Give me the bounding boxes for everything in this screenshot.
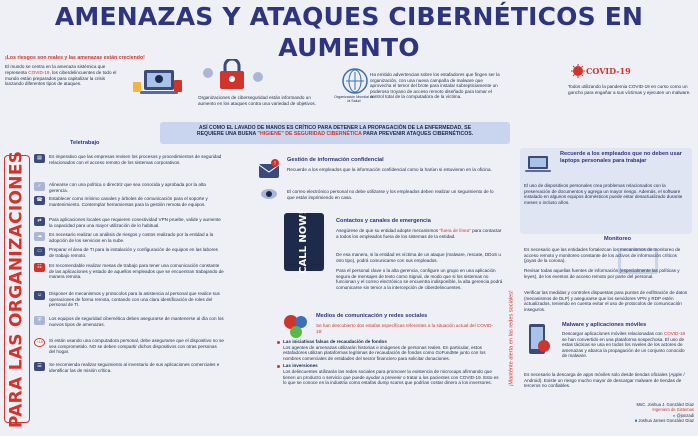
document-icon: ▤ xyxy=(34,154,45,163)
monitoring-p1: Es necesario que las entidades fortalezcan los mecanismos de monitoreo de acceso remoto y monitoreo constante de los activos de información críticos (joyas de la corona). xyxy=(524,247,681,264)
credits-name: MsC. Joshua J. González Díaz xyxy=(636,402,694,407)
intro-paragraph-4: Todos utilizando la pandemia COVID-19 en curso como un gancho para engañar a sus víctimas y ejecuten un malware. xyxy=(568,84,691,95)
inventory-icon: ☰ xyxy=(34,362,45,371)
banner-line-1: ASÍ COMO EL LAVADO DE MANOS ES CRÍTICO PARA DETENER LA PROPAGACIÓN DE LA ENFERMEDAD, SE xyxy=(198,125,472,131)
hygiene-banner xyxy=(160,122,510,144)
intro-headline: ¡Los riesgos son reales y las amenazas están creciendo! xyxy=(5,55,145,61)
side-alert-label: ¡Manténte alerta en las redes sociales! xyxy=(508,289,515,387)
telework-item-9: ⛨ Los equipos de seguridad cibernética deben asegurarse de mantenerse al día con los nuevos tipos de amenazas. xyxy=(34,316,234,327)
covid-badge: COVID-19 xyxy=(586,66,631,76)
credits xyxy=(584,402,694,424)
assistance-icon: ☺ xyxy=(34,291,45,300)
telework-item-10: +18 Si están usando una computadora personal, debe asegurarse que el dispositivo no se vea comprometido. NO se deben compartir dichos dispositivos con otras personas del hogar. xyxy=(34,338,234,355)
info-mgmt-p2: El correo electrónico personal no debe utilizarse y los empleados deben realizar un seguimiento de lo que están imprimiendo en casa. xyxy=(287,189,494,200)
social-header: Medios de comunicación y redes sociales xyxy=(316,313,428,319)
monitoring-p2: Revisar todas aquellas fuentes de información (especialmente las políticas y leyes), de los eventos de acceso remoto por parte del personal. xyxy=(524,268,680,279)
credits-linkedin: ■ Joshua James González Díaz xyxy=(634,418,694,424)
telework-item-2: ✓ Alinearse con una política o directriz que sea conocida y aprobada por la alta gerencia. xyxy=(34,182,234,193)
contacts-p2: De esa manera, si la entidad es víctima de un ataque (malware, rescate, DDoS u otro tipo), podrá comunicarse con sus empleados. xyxy=(336,252,501,263)
twitter-icon: ● xyxy=(672,412,676,418)
laptop-icon xyxy=(524,152,552,176)
info-mgmt-p1: Recuerde a los empleados que la información confidencial como la harían si estuvieran en la oficina. xyxy=(287,167,492,172)
intro-paragraph-1: El mundo se centra en la amenaza sistémica que representa COVID-19, los ciberdelincuentes de todo el mundo están preparados para capitalizar la crisis lanzando diferentes tipos de ataques. xyxy=(5,64,117,87)
hacker-illustration-icon xyxy=(130,66,186,108)
shield-icon: ⛨ xyxy=(34,316,45,325)
credits-twitter: ● @jonzadi xyxy=(672,412,694,418)
social-media-icons xyxy=(282,312,310,340)
telework-item-6: ▭ Preparar el área de TI para la instalación y configuración de equipos en las labores de trabajo remoto. xyxy=(34,247,234,258)
telework-item-11: ☰ Se recomienda realizar seguimiento al inventario de sus aplicaciones comerciales e identificar las de misión crítica. xyxy=(34,362,234,373)
organizations-vertical-label: PARA LAS ORGANIZACIONES xyxy=(4,155,30,423)
telework-item-3: ☎ Establecer como mínimo canales y árboles de comunicación para el soporte y mantenimiento. Contemplar herramientas para la gestión remota de equipos. xyxy=(34,196,234,207)
info-mgmt-header: Gestión de información confidencial xyxy=(287,157,384,163)
age-restriction-icon: +18 xyxy=(34,338,45,347)
telework-header: Teletrabajo xyxy=(70,140,100,146)
call-now-label: CALL NOW! xyxy=(298,210,309,274)
email-warning-icon xyxy=(258,158,280,182)
eye-icon xyxy=(260,185,278,203)
computer-icon: ▭ xyxy=(34,247,45,256)
scam-item-investments: Las inversiones Los delincuentes utilizarán las redes sociales para promover la existencia de microcaps afirmando que tienen un producto o servicio que puede ayudar a prevenir o tratar a los pacientes con COVID-19. Esto es lo que se conoce en la industria como estafas dump scams que podrían costar dinero a los inversores. xyxy=(277,363,499,385)
who-caption: Organización Mundial de la Salud xyxy=(334,95,374,104)
vpn-icon: ⇄ xyxy=(34,217,45,226)
cloud-icon: ☁ xyxy=(34,232,45,241)
intro-paragraph-3: Ha emitido advertencias sobre los estafadores que fingen ser la organización, con una nueva campaña de malware que aprovecha el temor del brote para instalar subrepticiamente un poderoso troyano de acceso remoto diseñado para tomar el control total de la computadora de la víctima. xyxy=(370,72,500,100)
call-now-badge xyxy=(284,210,324,274)
social-subtitle: Se han descubierto dos estafas específicas referentes a la situación actual del COVID-19: xyxy=(316,323,493,334)
meeting-icon: ☷ xyxy=(34,263,45,272)
policy-icon: ✓ xyxy=(34,182,45,191)
malware-p2: Es necesario la descarga de apps móviles solo desde tiendas oficiales (Apple / Android). Existe un riesgo mucho mayor de descargar malware de tiendas de terceros no confiables. xyxy=(524,372,685,389)
telework-item-5: ☁ Es necesario realizar un análisis de riesgos y costos realizado por la entidad a la adopción de los servicios en la nube. xyxy=(34,232,234,243)
scam-item-fundraising: Las iniciativas falsas de recaudación de fondos Los agentes de amenazas utilizarán historias e imágenes de personas reales. En particular, estos estafadores utilizan plataformas legítimas de recaudación de fondos como GoFundMe junto con los nombres comerciales de entidades del sector financiero para solicitar donaciones. xyxy=(277,339,499,361)
contacts-header: Contactos y canales de emergencia xyxy=(336,218,431,224)
malware-header: Malware y aplicaciones móviles xyxy=(562,322,647,328)
lock-illustration-icon xyxy=(198,59,268,93)
contacts-p1: Asegúrese de que su entidad adopte mecanismos "fuera de línea" para contactar a todos los empleados fuera de los sistemas de la entidad. xyxy=(336,228,502,239)
contacts-p3: Para el personal clave o la alta gerencia, configure un grupo en una aplicación segura de mensajes de texto como Signal, de modo que si los sistemas no funcionan y el correo electrónico se encuentra indisponible, la alta gerencia podrá comunicarse sin temor a la intercepción de ciberdelincuentes. xyxy=(336,268,503,290)
monitoring-header: Monitoreo xyxy=(604,236,632,242)
who-logo-icon xyxy=(342,68,368,94)
covid-virus-icon xyxy=(571,64,585,80)
monitoring-p3: Verificar las medidas y controles dispuestas para puntos de exfiltración de datos (mecanismos de DLP) y asegurarse que los servidores VPN y RDP estén actualizados, teniendo en cuenta evitar el uso de protocolos de comunicación inseguros. xyxy=(524,290,688,312)
linkedin-icon: ■ xyxy=(634,418,638,424)
malware-p1: Descargar aplicaciones móviles relacionadas con COVID-19 se han convertido en una plataforma sospechosa. El uso de estas tácticas se usa en todos los niveles de los actores de amenazas y abarca la propagación de un conjunto conocido de malware. xyxy=(562,331,686,359)
svg-text:!: ! xyxy=(273,161,277,167)
telework-item-8: ☺ Disponer de mecanismos y protocolos para la asistencia al personal que realice sus operaciones de forma remota, contando con una clara identificación de roles del personal de TI. xyxy=(34,291,234,308)
page-title: AMENAZAS Y ATAQUES CIBERNÉTICOS EN AUMENTO xyxy=(54,2,644,62)
intro-paragraph-2: Organizaciones de ciberseguridad están informando un aumento en los ataques contra una variedad de objetivos. xyxy=(198,95,316,106)
social-scams-list xyxy=(277,339,499,387)
banner-line-2: REQUIERE UNA BUENA "HIGIENE" DE SEGURIDAD CIBERNÉTICA PARA PREVENIR ATAQUES CIBERNÉTICOS. xyxy=(196,131,474,138)
laptops-header: Recuerde a los empleados que no deben usar laptops personales para trabajar xyxy=(560,151,682,164)
telework-item-4: ⇄ Para aplicaciones locales que requieren conectividad VPN pruebe, valide y aumente la capacidad para una mayor utilización de lo habitual. xyxy=(34,217,234,228)
support-icon: ☎ xyxy=(34,196,45,205)
credits-role: Ingeniero de Sistemas xyxy=(652,407,694,413)
telework-item-7: ☷ Es recomendable realizar mesas de trabajo para tener una comunicación constante de las aplicaciones y estado de aquellos empleados que se encuentran trabajando de manera remota. xyxy=(34,263,234,280)
telework-item-1: ▤ Es imperativo que las empresas revisen los procesos y procedimientos de seguridad relacionados con el acceso remoto de los sistemas corporativos. xyxy=(34,154,234,165)
mobile-virus-icon xyxy=(524,322,552,358)
laptops-body: El uso de dispositivos personales crea problemas relacionados con la preservación de documentos y agrega un mayor riesgo. Además, el software instalado en algunos equipos domésticos puede estar desactualizado durante meses o incluso años. xyxy=(524,183,683,205)
